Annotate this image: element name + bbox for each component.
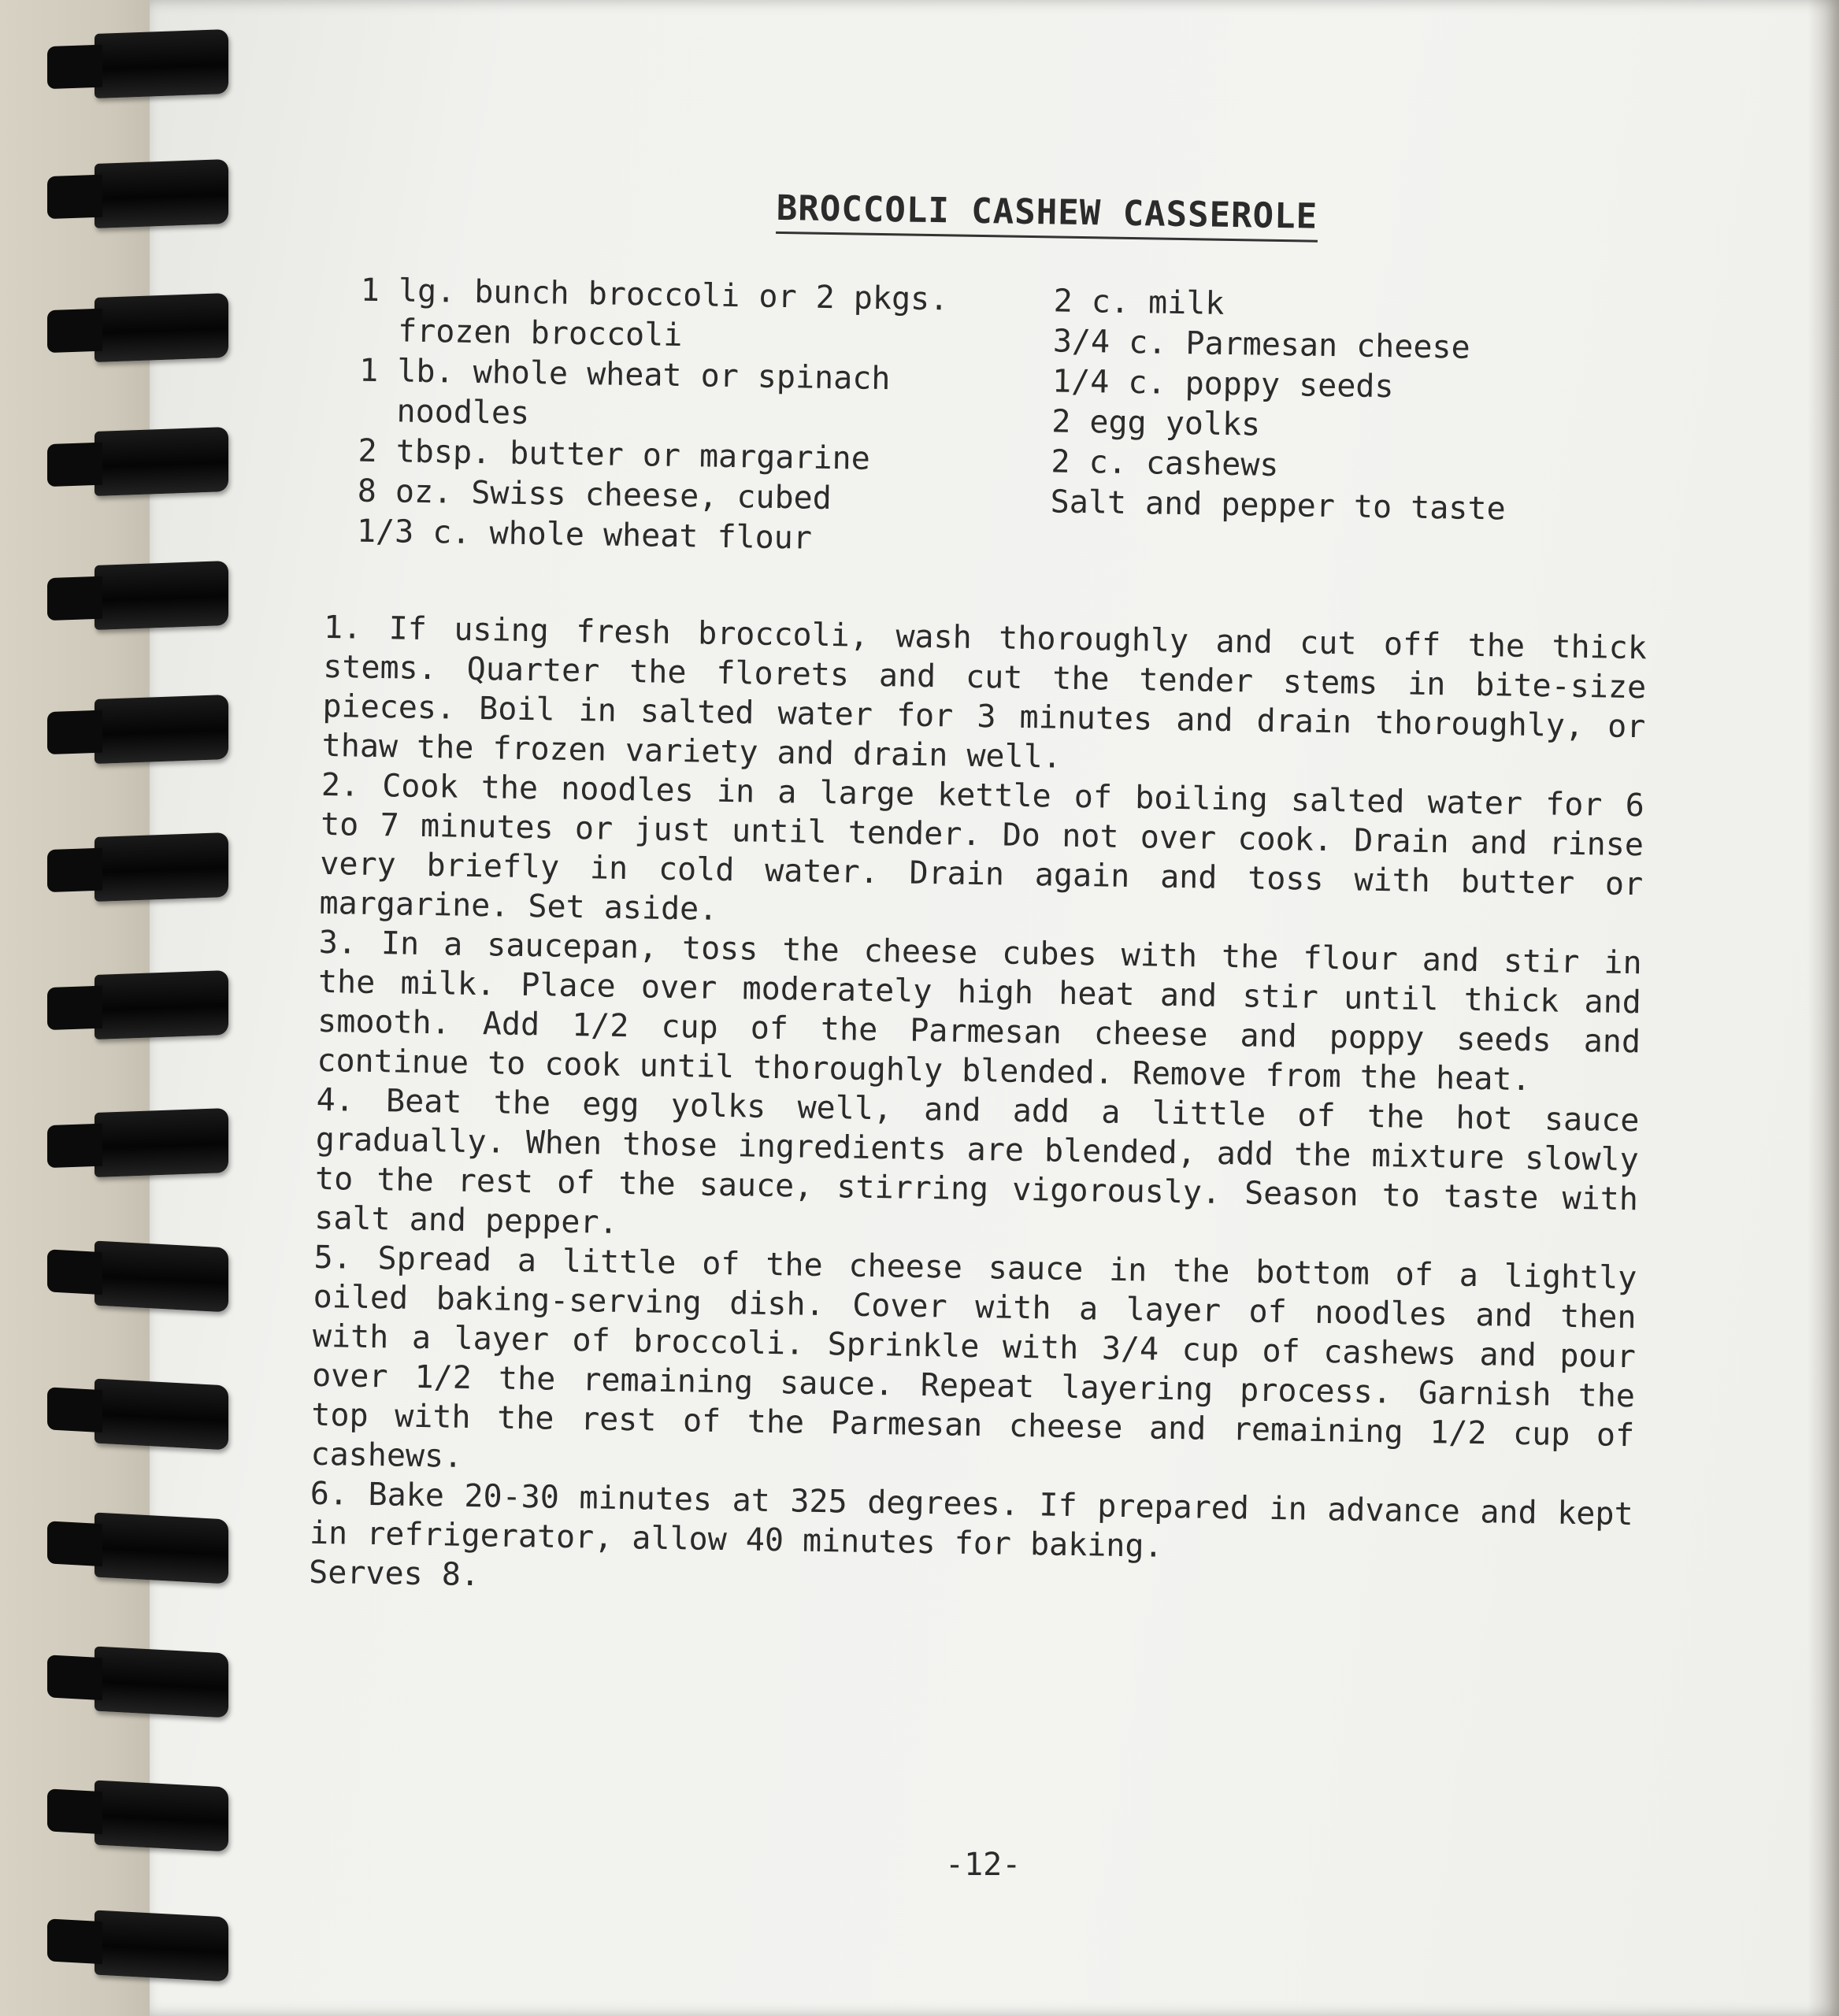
ingredient-line: 1 lg. bunch broccoli or 2 pkgs.: [360, 272, 949, 318]
ingredients-list: [325, 270, 1668, 573]
direction-step-3: 3. In a saucepan, toss the cheese cubes with the flour and stir in the milk. Place over moderately high heat and stir until thick and smooth. Add 1/2 cup of the Parmesan cheese and poppy seeds and continue to cook until thoroughly blended. Remove from the heat.: [317, 924, 1642, 1099]
binding-ring: [95, 1647, 228, 1718]
ingredients-column-left: [325, 270, 1054, 562]
recipe-title-text: BROCCOLI CASHEW CASSEROLE: [776, 188, 1318, 243]
binding-ring: [95, 832, 228, 902]
ingredient-line: 1/3 c. whole wheat flour: [356, 513, 813, 557]
binding-ring: [95, 561, 228, 630]
binding-ring: [95, 1513, 228, 1584]
ingredient-line: 2 c. cashews: [1051, 443, 1279, 484]
binding-ring: [95, 293, 228, 362]
direction-step-5: 5. Spread a little of the cheese sauce in the bottom of a lightly oiled baking-serving dish. Cover with a layer of noodles and then with a layer of broccoli. Sprinkle with 3/4 cup of cashews and pour over 1/2 the remaining sauce. Repeat layering process. Garnish the top with the rest of the Parmesan cheese and remaining 1/2 cup of cashews.: [310, 1239, 1637, 1475]
direction-step-4: 4. Beat the egg yolks well, and add a little of the hot sauce gradually. When those ingredients are blended, add the mixture slowly to the rest of the sauce, stirring vigorously. Season to taste with salt and pepper.: [313, 1081, 1640, 1241]
direction-step-2: 2. Cook the noodles in a large kettle of boiling salted water for 6 to 7 minutes or just until tender. Do not over cook. Drain and rinse very briefly in cold water. Drain again and toss with butter or margarine. Set aside.: [319, 766, 1645, 928]
directions: [309, 608, 1647, 1613]
ingredient-line: 3/4 c. Parmesan cheese: [1052, 323, 1471, 366]
binding-ring: [95, 695, 228, 764]
binding-ring: [95, 1379, 228, 1451]
binding-ring: [95, 1910, 228, 1982]
binding-ring: [95, 970, 228, 1040]
ingredient-line: 8 oz. Swiss cheese, cubed: [357, 472, 832, 517]
ingredient-line: 1 lb. whole wheat or spinach: [358, 352, 891, 398]
ingredient-line: 2 egg yolks: [1051, 403, 1261, 443]
ingredient-line: 1/4 c. poppy seeds: [1051, 363, 1394, 406]
direction-step-6: 6. Bake 20-30 minutes at 325 degrees. If prepared in advance and kept in refrigerator, allow 40 minutes for baking.: [309, 1475, 1633, 1565]
ingredient-line: noodles: [358, 392, 530, 432]
binding-ring: [95, 29, 228, 98]
page-number: -12-: [945, 1847, 1021, 1883]
ingredient-line: Salt and pepper to taste: [1050, 484, 1506, 528]
ingredient-line: 2 tbsp. butter or margarine: [358, 432, 871, 477]
binding-ring: [95, 159, 228, 228]
binding-ring: [95, 427, 228, 496]
direction-step-1: 1. If using fresh broccoli, wash thoroughly and cut off the thick stems. Quarter the florets and cut the tender stems in bite-size pieces. Boil in salted water for 3 minutes and drain thoroughly, or thaw the frozen variety and drain well.: [321, 609, 1648, 776]
ingredient-line: 2 c. milk: [1053, 283, 1225, 322]
binding-ring: [95, 1781, 228, 1852]
ingredients-column-right: [1050, 281, 1669, 572]
recipe-text: [309, 181, 1670, 1613]
servings-note: Serves 8.: [308, 1554, 480, 1594]
ingredient-line: frozen broccoli: [359, 312, 683, 354]
binding-ring: [95, 1108, 228, 1177]
binding-ring: [95, 1241, 228, 1313]
